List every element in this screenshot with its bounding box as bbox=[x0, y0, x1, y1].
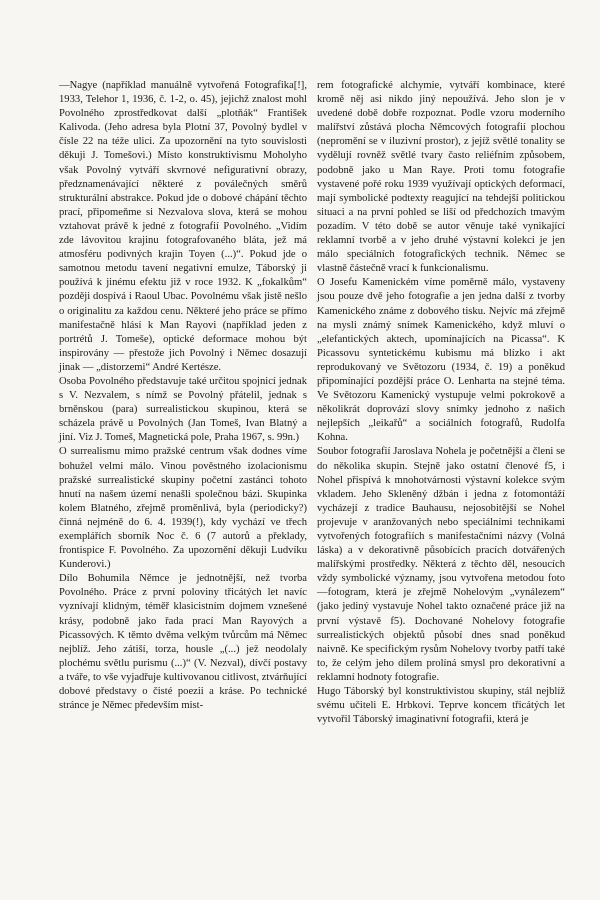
paragraph: Hugo Táborský byl konstruktivistou skupiny, stál nejblíž svému učiteli E. Hrbkovi. Teprve koncem třicátých let vytvořil Táborský imaginativní fotografii, která je bbox=[317, 686, 565, 726]
paragraph: —Nagye (například manuálně vytvořená Fotografika[!], 1933, Telehor 1, 1936, č. 1-2, o. 45), jejichž znalost mohl Povolného zprostředkovat další „plotňák“ František Kalivoda. (Jeho adresa byla Plotní 37, Povolný bydlel v čísle 22 na téže ulici. Za upozornění na tyto souvislosti děkuji J. Tomešovi.) Místo konstruktivismu Moholyho však Povolný vytváří skvrnové nefigurativní obrazy, předznamenávající některé z poválečných směrů strukturální abstrakce. Pokud jde o dobové chápání těchto prací, připomeňme si Nezvalova slova, která se mohou vztahovat právě k jedné z fotografií Povolného. „Vidím zde lávovitou krajinu fotografovaného bláta, jež má atmosféru podivných krajin Toyen (...)“. Pokud jde o samotnou metodu tavení negativní emulze, Táborský ji používá k jinému efektu již v roce 1932. K „fokalkům“ později dospívá i Raoul Ubac. Povolnému však jistě nešlo o originalitu za každou cenu. Některé jeho práce se přímo manifestačně hlásí k Man Rayovi (například jeden z portrétů J. Tomeše), optické deformace mohou být inspirovány — přestože jich Povolný i Němec dosazují jinak — „distorzemi“ André Kertésze. bbox=[59, 80, 307, 373]
paragraph: O surrealismu mimo pražské centrum však dodnes víme bohužel velmi málo. Vinou pověstného izolacionismu pražské surrealistické skupiny početní zastánci tohoto hnutí na našem území nenašli společnou bázi. Skupinka kolem Blatného, zřejmě proměnlivá, byla (periodicky?) činná nejméně do 6. 4. 1939(!), kdy vychází ve třech exemplářích sborník Noc č. 6 (7 autorů a překlady, frontispice F. Povolného. Za upozornění děkuji Ludvíku Kunderovi.) bbox=[59, 446, 307, 571]
paragraph: O Josefu Kamenickém víme poměrně málo, vystaveny jsou pouze dvě jeho fotografie a jen jedna další z tvorby Kamenického známe z dobového tisku. Nejvíc má zřejmě na mysli známý snímek Kamenického, když mluví o „elefantických aktech, upomínajících na Picassa“. K Picassovu syntetickému kubismu má blízko i akt reprodukovaný ve Světozoru (1934, č. 19) a poněkud připomínající pozdější práce O. Lenharta na stejné téma. Ve Světozoru Kamenický vystupuje velmi pokrokově a několikrát doprovází slovy snímky jednoho z našich nejlepších „leikařů“ a sociálních fotografů, Rudolfa Kohna. bbox=[317, 277, 565, 444]
paragraph: Dílo Bohumila Němce je jednotnější, než tvorba Povolného. Práce z první poloviny třicátých let navíc vyznívají klidným, téměř klasicistním dojmem vznešené krásy, podobně jako řada prací Man Rayových a Picassových. K těmto dvěma velkým tvůrcům má Němec nejblíž. Jeho zátiší, torza, housle „(...) jež neodolaly plochému světlu purismu (...)“ (V. Nezval), dívčí postavy a tváře, to vše vyjadřuje kultivovanou citlivost, ztvárňující dobové představy o čisté poezii a kráse. Po technické stránce je Němec především mist- bbox=[59, 573, 307, 712]
paragraph: Osoba Povolného představuje také určitou spojnicí jednak s V. Nezvalem, s nímž se Povolný přátelil, jednak s brněnskou (para) surrealistickou skupinou, která se scházela právě u Povolných (Jan Tomeš, Ivan Blatný a jiní. Viz J. Tomeš, Magnetická pole, Praha 1967, s. 99n.) bbox=[59, 375, 307, 444]
left-column bbox=[59, 79, 307, 713]
paragraph: rem fotografické alchymie, vytváří kombinace, které kromě něj asi nikdo jiný nepoužívá. Jeho slon je v uvedené době dobře rozpoznat. Podle vzoru moderního malířství zůstává plocha Němcových fotografií plochou (nepromění se v iluzivní prostor), z jejíž světlé tonality se vydělují rovněž světlé tvary často reliéfním způsobem, podobně jako u Man Raye. Proti tomu fotografie vystavené pořé roku 1939 využívají optických deformací, mají symbolické podtexty reagující na tehdejší politickou situaci a na první pohled se liší od předchozích tmavým pozadím. V této době se autor věnuje také vynikající reklamní tvorbě a v jeho druhé výstavní kolekci je jen málo speciálních fotografických technik. Němec se vlastně částečně vrací k funkcionalismu. bbox=[317, 80, 565, 275]
paragraph: Soubor fotografií Jaroslava Nohela je početnější a členi se do několika skupin. Stejně jako ostatní členové f5, i Nohel přispívá k mnohotvárnosti výstavní kolekce svým vkladem. Jeho Skleněný džbán i jedna z fotomontáží vycházejí z tradice Bauhausu, nejosobitější se Nohel projevuje v aranžovaných nebo speciálními technikami vytvořených fotografiích s manifestačními názvy (Volná láska) a v dekorativně působících pracích dotvářených malířskými prostředky. Některá z těchto děl, nesoucích vždy symbolické významy, jsou vytvořena metodou foto—fotogram, která je zřejmě Nohelovým „vynálezem“ (jako jediný vystavuje Nohel takto označené práce již na první výstavě f5). Dochované Nohelovy fotografie surrealistických objektů působí dnes snad poněkud naivně. Ke specifickým rysům Nohelovy tvorby patří také to, že celým jeho dílem prolíná smysl pro dekorativní a reklamní hodnoty fotografie. bbox=[317, 446, 565, 683]
right-column bbox=[317, 79, 565, 727]
